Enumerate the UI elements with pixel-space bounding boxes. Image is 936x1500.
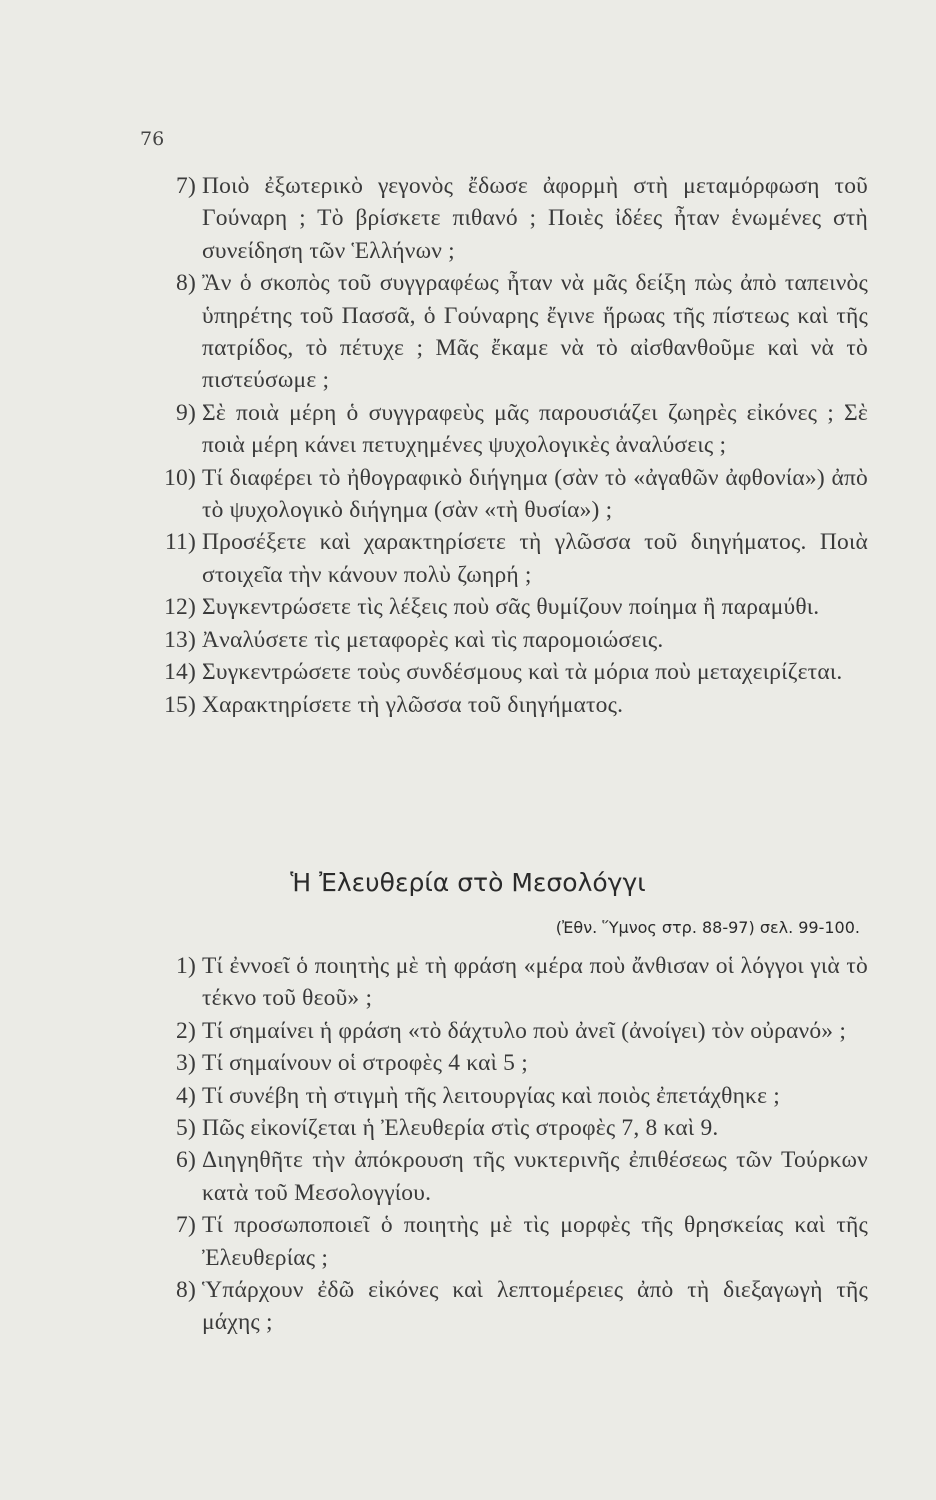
question-item (150, 462, 868, 527)
question-text: Ἂν ὁ σκοπὸς τοῦ συγγραφέως ἦταν νὰ μᾶς δείξη πὼς ἀπὸ ταπεινὸς ὑπηρέτης τοῦ Πασσᾶ, ὁ Γούναρης ἔγινε ἥρωας τῆς πίστεως καὶ τῆς πατρίδος, τὸ πέτυχε ; Μᾶς ἔκαμε νὰ τὸ αἰσθανθοῦμε καὶ νὰ τὸ πιστεύσωμε ; (202, 270, 868, 394)
question-text: Σὲ ποιὰ μέρη ὁ συγγραφεὺς μᾶς παρουσιάζει ζωηρὲς εἰκόνες ; Σὲ ποιὰ μέρη κάνει πετυχημένες ψυχολογικὲς ἀναλύσεις ; (202, 399, 868, 459)
question-item (150, 170, 868, 267)
question-text: Τί διαφέρει τὸ ἠθογραφικὸ διήγημα (σὰν τὸ «ἀγαθῶν ἀφθονία») ἀπὸ τὸ ψυχολογικὸ διήγημα (σὰν «τὴ θυσία») ; (202, 464, 868, 524)
question-number: 8) (176, 270, 196, 297)
question-number: 6) (176, 1147, 196, 1174)
question-number: 12) (164, 594, 196, 621)
question-item (150, 526, 868, 591)
question-number: 15) (164, 691, 196, 718)
question-item (150, 624, 868, 656)
question-item (150, 1144, 868, 1209)
question-item (150, 1015, 868, 1047)
question-text: Τί ἐννοεῖ ὁ ποιητὴς μὲ τὴ φράση «μέρα ποὺ ἄνθισαν οἱ λόγγοι γιὰ τὸ τέκνο τοῦ θεοῦ» ; (202, 953, 868, 1012)
question-text: Τί σημαίνουν οἱ στροφὲς 4 καὶ 5 ; (202, 1050, 528, 1077)
question-item (150, 397, 868, 462)
question-text: Διηγηθῆτε τὴν ἀπόκρουση τῆς νυκτερινῆς ἐπιθέσεως τῶν Τούρκων κατὰ τοῦ Μεσολογγίου. (202, 1147, 868, 1206)
question-text: Συγκεντρώσετε τὶς λέξεις ποὺ σᾶς θυμίζουν ποίημα ἢ παραμύθι. (202, 594, 820, 621)
question-number: 10) (164, 464, 196, 491)
question-text: Ἀναλύσετε τὶς μεταφορὲς καὶ τὶς παρομοιώσεις. (202, 626, 664, 653)
question-number: 14) (164, 659, 196, 686)
question-item (150, 1112, 868, 1144)
question-item (150, 1209, 868, 1274)
question-text: Προσέξετε καὶ χαρακτηρίσετε τὴ γλῶσσα τοῦ διηγήματος. Ποιὰ στοιχεῖα τὴν κάνουν πολὺ ζωηρή ; (202, 529, 868, 588)
question-number: 4) (176, 1082, 196, 1109)
question-number: 11) (164, 529, 196, 556)
question-number: 3) (176, 1050, 196, 1077)
section-title: Ἡ Ἐλευθερία στὸ Μεσολόγγι (290, 868, 646, 897)
question-number: 2) (176, 1017, 196, 1044)
question-text: Ὑπάρχουν ἐδῶ εἰκόνες καὶ λεπτομέρειες ἀπὸ τὴ διεξαγωγὴ τῆς μάχης ; (202, 1277, 868, 1336)
question-text: Χαρακτηρίσετε τὴ γλῶσσα τοῦ διηγήματος. (202, 691, 624, 718)
question-list-part2 (150, 950, 868, 1339)
question-item (150, 1047, 868, 1079)
question-text: Τί προσωποποιεῖ ὁ ποιητὴς μὲ τὶς μορφὲς τῆς θρησκείας καὶ τῆς Ἐλευθερίας ; (202, 1212, 868, 1271)
question-number: 7) (176, 173, 196, 199)
question-number: 7) (176, 1212, 196, 1239)
section-source: (Ἐθν. Ὕμνος στρ. 88-97) σελ. 99-100. (555, 918, 860, 937)
page-number: 76 (140, 128, 165, 150)
question-text: Τί συνέβη τὴ στιγμὴ τῆς λειτουργίας καὶ ποιὸς ἐπετάχθηκε ; (202, 1082, 780, 1109)
question-item (150, 1080, 868, 1112)
question-item (150, 1274, 868, 1339)
question-number: 9) (176, 399, 196, 426)
question-item (150, 689, 868, 721)
question-list-part1 (150, 170, 868, 721)
question-item (150, 950, 868, 1015)
question-number: 13) (164, 626, 196, 653)
question-text: Ποιὸ ἐξωτερικὸ γεγονὸς ἔδωσε ἀφορμὴ στὴ μεταμόρφωση τοῦ Γούναρη ; Τὸ βρίσκετε πιθανό ; Ποιὲς ἰδέες ἦταν ἑνωμένες στὴ συνείδηση τῶν Ἑλλήνων ; (202, 173, 868, 264)
question-number: 1) (176, 953, 196, 979)
question-text: Συγκεντρώσετε τοὺς συνδέσμους καὶ τὰ μόρια ποὺ μεταχειρίζεται. (202, 659, 843, 686)
question-item (150, 591, 868, 623)
question-text: Τί σημαίνει ἡ φράση «τὸ δάχτυλο ποὺ ἀνεῖ (ἀνοίγει) τὸν οὐρανό» ; (202, 1017, 847, 1044)
question-item (150, 267, 868, 397)
question-item (150, 656, 868, 688)
question-number: 5) (176, 1115, 196, 1142)
question-text: Πῶς εἰκονίζεται ἡ Ἐλευθερία στὶς στροφὲς 7, 8 καὶ 9. (202, 1115, 719, 1142)
question-number: 8) (176, 1277, 196, 1304)
